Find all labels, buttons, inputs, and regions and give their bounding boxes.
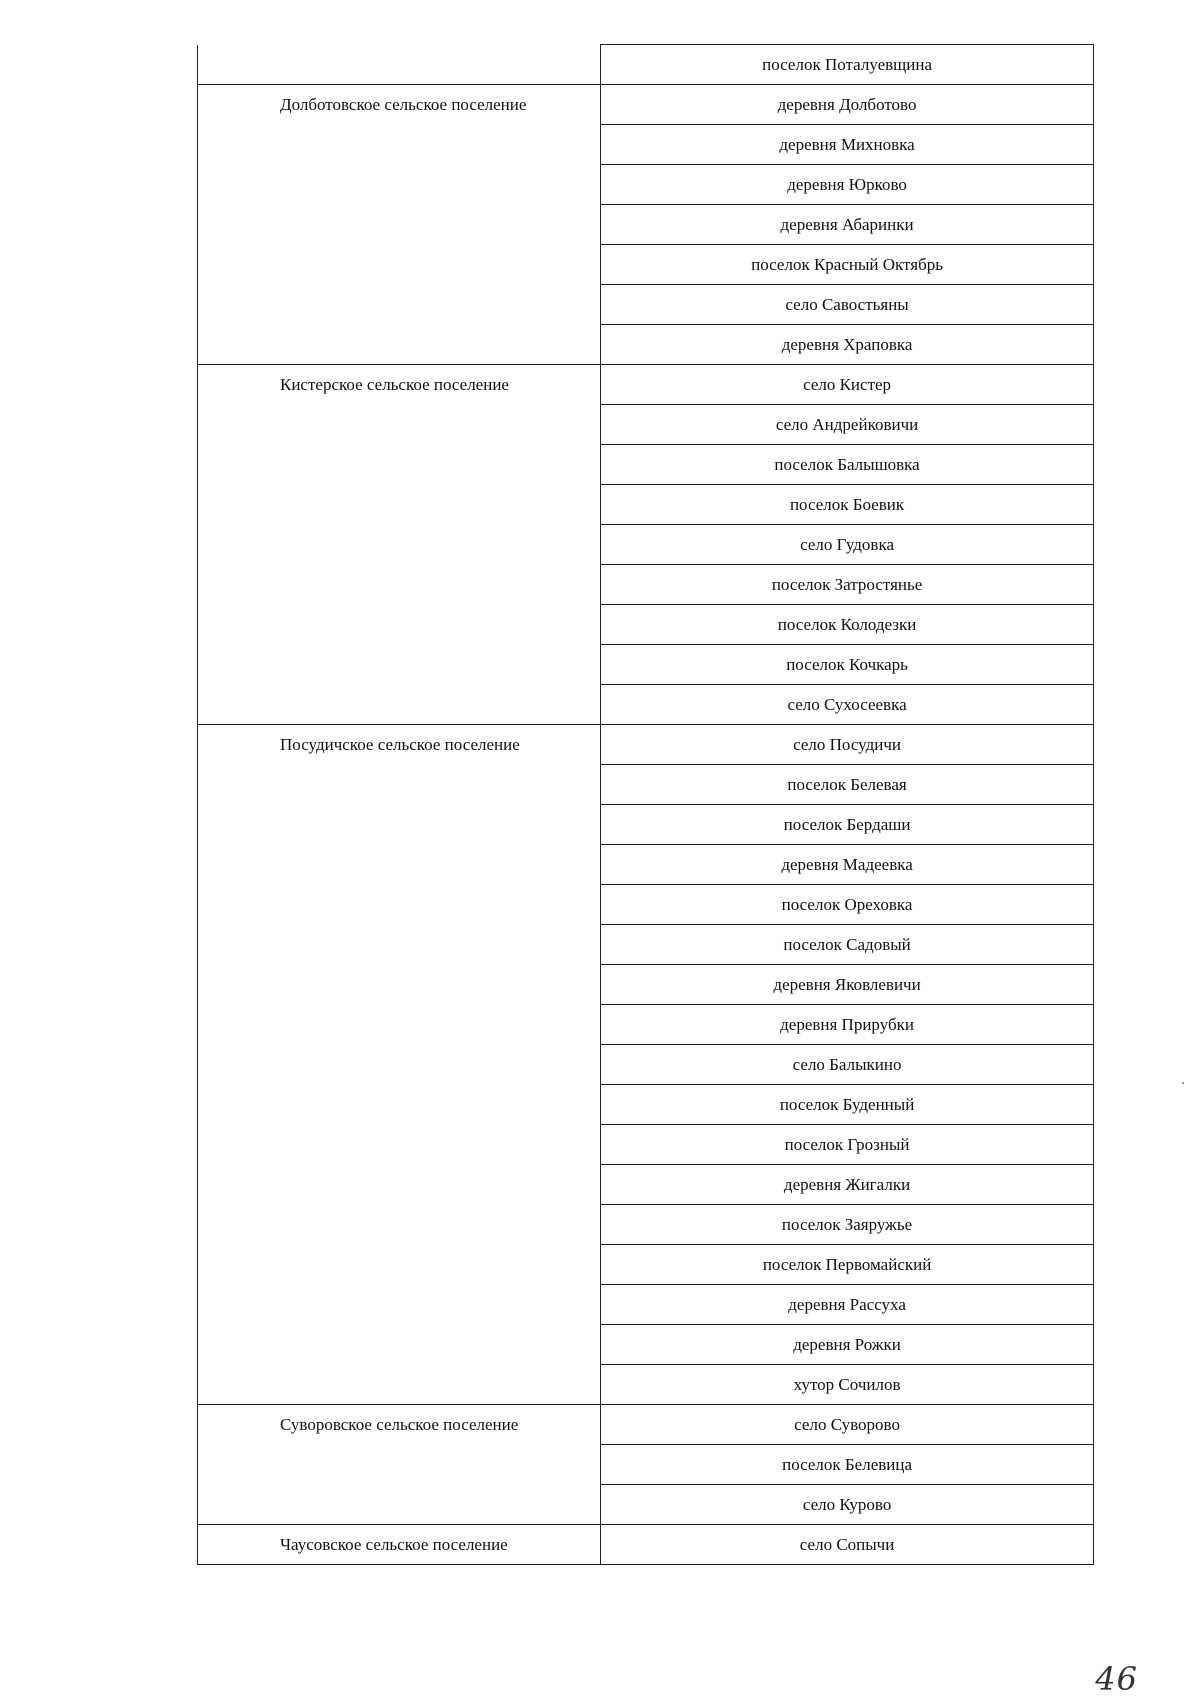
locality-name-cell: поселок Буденный — [601, 1085, 1094, 1125]
locality-name-cell: село Сухосеевка — [601, 685, 1094, 725]
locality-name-cell: поселок Колодезки — [601, 605, 1094, 645]
table-row — [198, 1525, 1094, 1565]
locality-name-cell: деревня Прирубки — [601, 1005, 1094, 1045]
locality-name-cell: поселок Красный Октябрь — [601, 245, 1094, 285]
settlement-name-cell — [198, 45, 601, 85]
table-row — [198, 365, 1094, 405]
table-row — [198, 85, 1094, 125]
locality-name-cell: деревня Михновка — [601, 125, 1094, 165]
locality-name-cell: поселок Белевая — [601, 765, 1094, 805]
locality-name-cell: село Курово — [601, 1485, 1094, 1525]
scan-dot-mark — [1182, 1082, 1184, 1084]
settlements-table-body — [198, 45, 1094, 1565]
locality-name-cell: поселок Садовый — [601, 925, 1094, 965]
locality-name-cell: хутор Сочилов — [601, 1365, 1094, 1405]
locality-name-cell: деревня Юрково — [601, 165, 1094, 205]
settlement-name-cell: Чаусовское сельское поселение — [198, 1525, 601, 1565]
locality-name-cell: село Гудовка — [601, 525, 1094, 565]
settlement-name-cell: Суворовское сельское поселение — [198, 1405, 601, 1525]
settlements-table — [197, 44, 1094, 1565]
locality-name-cell: поселок Кочкарь — [601, 645, 1094, 685]
locality-name-cell: деревня Долботово — [601, 85, 1094, 125]
settlement-name-cell: Долботовское сельское поселение — [198, 85, 601, 365]
locality-name-cell: деревня Храповка — [601, 325, 1094, 365]
locality-name-cell: поселок Грозный — [601, 1125, 1094, 1165]
settlement-name-cell: Посудичское сельское поселение — [198, 725, 601, 1405]
locality-name-cell: деревня Абаринки — [601, 205, 1094, 245]
locality-name-cell: поселок Ореховка — [601, 885, 1094, 925]
locality-name-cell: село Балыкино — [601, 1045, 1094, 1085]
table-row — [198, 725, 1094, 765]
locality-name-cell: село Суворово — [601, 1405, 1094, 1445]
locality-name-cell: поселок Балышовка — [601, 445, 1094, 485]
locality-name-cell: поселок Первомайский — [601, 1245, 1094, 1285]
locality-name-cell: поселок Затростянье — [601, 565, 1094, 605]
locality-name-cell: поселок Заяружье — [601, 1205, 1094, 1245]
locality-name-cell: деревня Яковлевичи — [601, 965, 1094, 1005]
locality-name-cell: село Кистер — [601, 365, 1094, 405]
locality-name-cell: поселок Поталуевщина — [601, 45, 1094, 85]
table-row — [198, 45, 1094, 85]
handwritten-page-number: 46 — [1095, 1660, 1138, 1698]
table-row — [198, 1405, 1094, 1445]
locality-name-cell: село Савостьяны — [601, 285, 1094, 325]
locality-name-cell: село Андрейковичи — [601, 405, 1094, 445]
locality-name-cell: село Посудичи — [601, 725, 1094, 765]
locality-name-cell: поселок Бердаши — [601, 805, 1094, 845]
locality-name-cell: поселок Белевица — [601, 1445, 1094, 1485]
locality-name-cell: деревня Рожки — [601, 1325, 1094, 1365]
locality-name-cell: деревня Мадеевка — [601, 845, 1094, 885]
locality-name-cell: поселок Боевик — [601, 485, 1094, 525]
locality-name-cell: деревня Рассуха — [601, 1285, 1094, 1325]
settlement-name-cell: Кистерское сельское поселение — [198, 365, 601, 725]
locality-name-cell: село Сопычи — [601, 1525, 1094, 1565]
locality-name-cell: деревня Жигалки — [601, 1165, 1094, 1205]
